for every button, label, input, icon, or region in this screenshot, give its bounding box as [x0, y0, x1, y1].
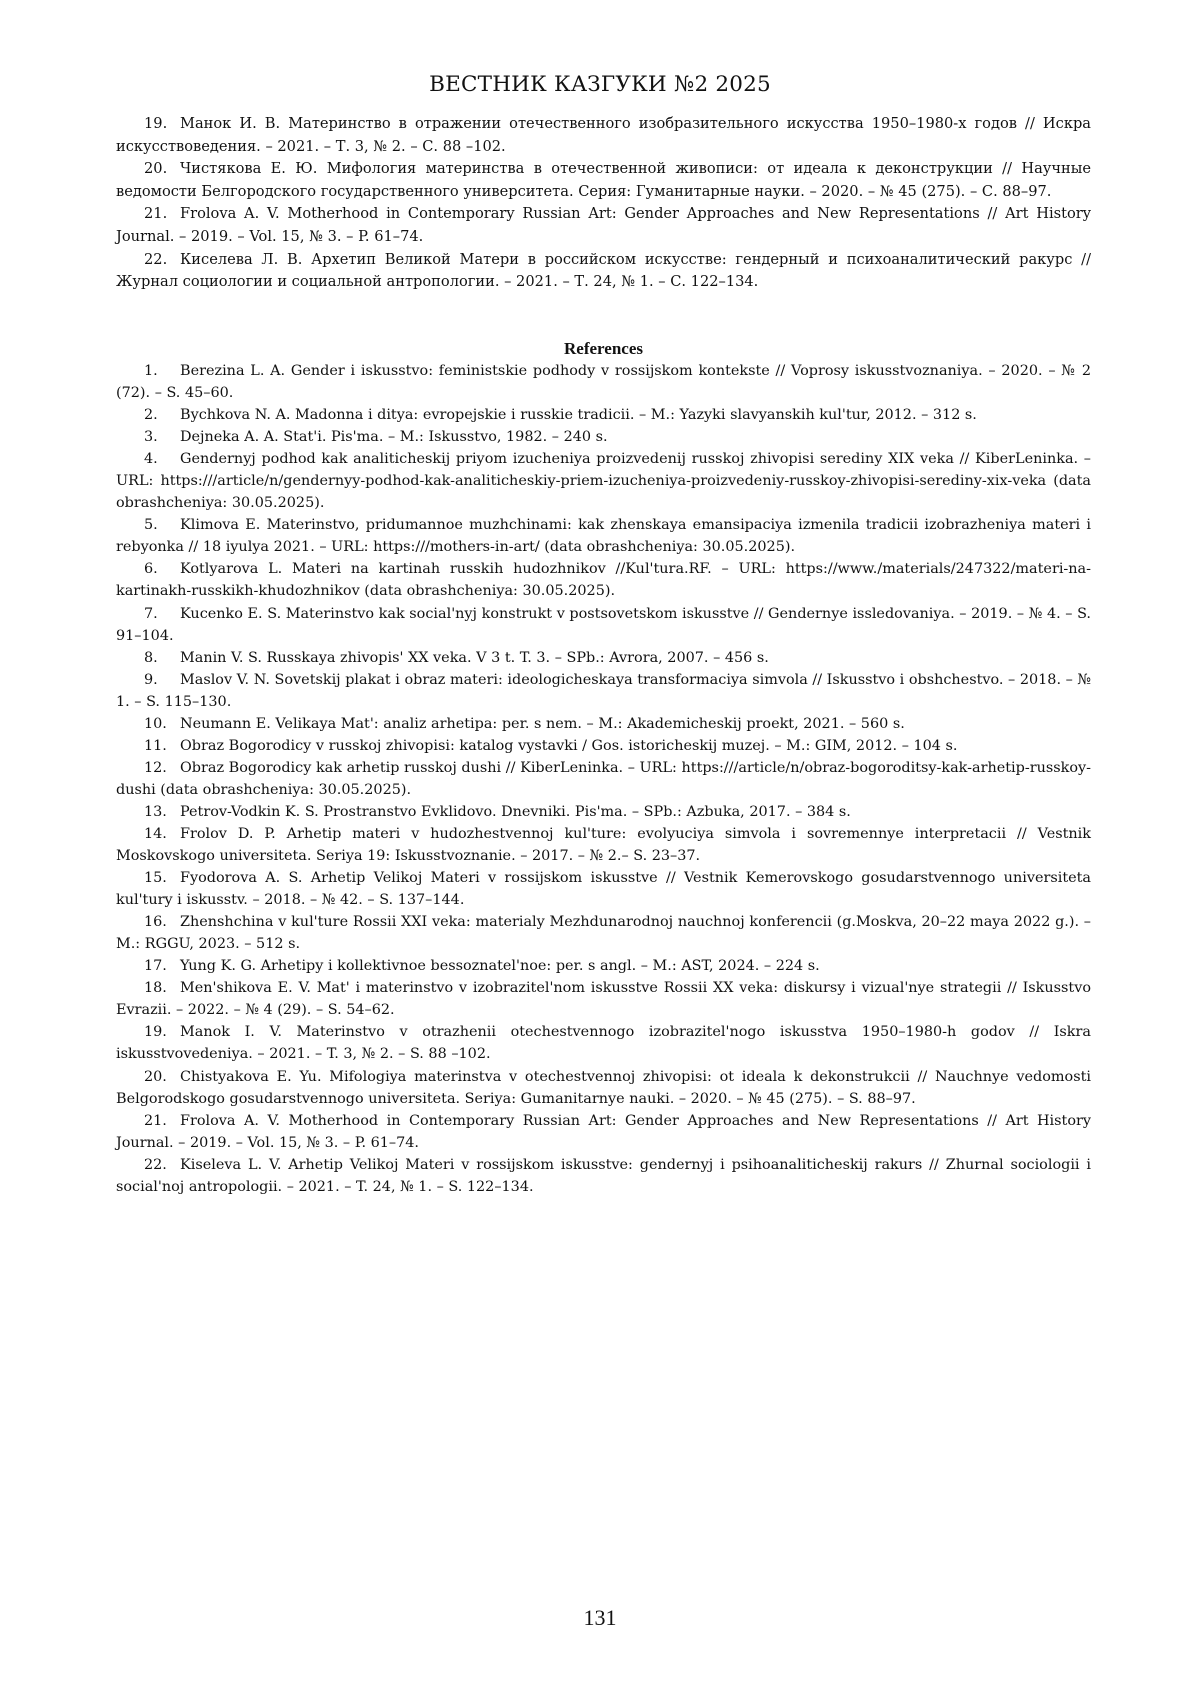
reference-item — [116, 823, 1091, 867]
reference-number: 19. — [144, 115, 168, 132]
reference-item — [116, 977, 1091, 1021]
reference-number: 1. — [144, 363, 158, 379]
reference-text: Gendernyj podhod kak analiticheskij priyom izucheniya proizvedenij russkoj zhivopisi serediny XIX veka // KiberLeninka. – URL: https:///article/n/gendernyy-podhod-kak-analiticheskiy-priem-izucheniya-proizvedeniy-russkoy-zhivopisi-serediny-xix-veka (data obrashcheniya: 30.05.2025). — [116, 451, 1091, 512]
reference-item — [116, 404, 1091, 426]
reference-text: Dejneka A. A. Stat'i. Pis'ma. – M.: Iskusstvo, 1982. – 240 s. — [180, 429, 608, 446]
reference-number: 6. — [144, 561, 158, 578]
reference-item — [116, 801, 1091, 823]
reference-number: 4. — [144, 451, 158, 468]
reference-number: 20. — [144, 1068, 167, 1085]
reference-item — [116, 448, 1091, 514]
reference-text: Obraz Bogorodicy kak arhetip russkoj dushi // KiberLeninka. – URL: https:///article/n/obraz-bogoroditsy-kak-arhetip-russkoy-dushi (data obrashcheniya: 30.05.2025). — [116, 759, 1091, 798]
reference-item — [116, 426, 1091, 448]
reference-text: Berezina L. A. Gender i iskusstvo: feministskie podhody v rossijskom kontekste // Voprosy iskusstvoznaniya. – 2020. – № 2 (72). – S. 45–60. — [116, 363, 1091, 402]
reference-item — [116, 867, 1091, 911]
reference-item — [116, 669, 1091, 713]
english-reference-list — [116, 338, 1091, 1198]
reference-text: Klimova E. Materinstvo, pridumannoe muzhchinami: kak zhenskaya emansipaciya izmenila tradicii izobrazheniya materi i rebyonka // 18 iyulya 2021. – URL: https:///mothers-in-art/ (data obrashcheniya: 30.05.2025). — [116, 517, 1091, 556]
reference-text: Men'shikova E. V. Mat' i materinstvo v izobrazitel'nom iskusstve Rossii XX veka: diskursy i vizual'nye strategii // Iskusstvo Evrazii. – 2022. – № 4 (29). – S. 54–62. — [116, 980, 1091, 1019]
reference-text: Obraz Bogorodicy v russkoj zhivopisi: katalog vystavki / Gos. istoricheskij muzej. – M.: GIM, 2012. – 104 s. — [180, 737, 958, 754]
journal-header: ВЕСТНИК КАЗГУКИ №2 2025 — [429, 72, 771, 97]
page-number: 131 — [583, 1605, 617, 1630]
reference-number: 21. — [144, 205, 168, 223]
reference-number: 20. — [144, 160, 168, 178]
reference-number: 16. — [144, 914, 167, 931]
reference-item — [116, 113, 1091, 158]
reference-text: Frolov D. P. Arhetip materi v hudozhestvennoj kul'ture: evolyuciya simvola i sovremennye interpretacii // Vestnik Moskovskogo universiteta. Seriya 19: Iskusstvoznanie. – 2017. – № 2.– S. 23–37. — [116, 825, 1091, 865]
reference-text: Kotlyarova L. Materi na kartinah russkih hudozhnikov //Kul'tura.RF. – URL: https://www./materials/247322/materi-na-kartinakh-russkikh-khudozhnikov (data obrashcheniya: 30.05.2025). — [116, 561, 1091, 600]
reference-item — [116, 1066, 1091, 1110]
reference-number: 3. — [144, 429, 158, 446]
reference-number: 9. — [144, 671, 158, 688]
references-heading: References — [564, 339, 643, 358]
reference-text: Bychkova N. A. Madonna i ditya: evropejskie i russkie tradicii. – M.: Yazyki slavyanskih kul'tur, 2012. – 312 s. — [180, 407, 977, 424]
reference-text: Manok I. V. Materinstvo v otrazhenii otechestvennogo izobrazitel'nogo iskusstva 1950–1980-h godov // Iskra iskusstvovedeniya. – 2021. – T. 3, № 2. – S. 88 –102. — [116, 1024, 1091, 1063]
reference-text: Frolova A. V. Motherhood in Contemporary Russian Art: Gender Approaches and New Representations // Art History Journal. – 2019. – Vol. 15, № 3. – P. 61–74. — [116, 1112, 1091, 1151]
reference-number: 17. — [144, 958, 167, 975]
reference-text: Киселева Л. В. Архетип Великой Матери в российском искусстве: гендерный и психоаналитический ракурс // Журнал социологии и социальной антропологии. – 2021. – Т. 24, № 1. – С. 122–134. — [116, 250, 1091, 291]
reference-item — [116, 757, 1091, 801]
reference-item — [116, 1154, 1091, 1198]
reference-number: 14. — [144, 825, 167, 842]
russian-reference-list — [116, 113, 1091, 294]
reference-item — [116, 911, 1091, 955]
reference-text: Frolova A. V. Motherhood in Contemporary Russian Art: Gender Approaches and New Representations // Art History Journal. – 2019. – Vol. 15, № 3. – P. 61–74. — [116, 205, 1091, 245]
reference-number: 12. — [144, 759, 167, 776]
reference-text: Petrov-Vodkin K. S. Prostranstvo Evklidovo. Dnevniki. Pis'ma. – SPb.: Azbuka, 2017. – 384 s. — [180, 803, 851, 820]
reference-number: 10. — [144, 715, 167, 732]
reference-number: 22. — [144, 250, 168, 268]
reference-item — [116, 713, 1091, 735]
reference-item — [116, 647, 1091, 669]
reference-text: Neumann E. Velikaya Mat': analiz arhetipa: per. s nem. – M.: Akademicheskij proekt, 2021. – 560 s. — [180, 715, 905, 732]
reference-item — [116, 203, 1091, 248]
reference-text: Yung K. G. Arhetipy i kollektivnoe bessoznatel'noe: per. s angl. – M.: AST, 2024. – 224 s. — [180, 958, 820, 975]
reference-item — [116, 603, 1091, 647]
reference-item — [116, 514, 1091, 558]
reference-number: 21. — [144, 1112, 167, 1129]
reference-text: Чистякова Е. Ю. Мифология материнства в отечественной живописи: от идеала к деконструкции // Научные ведомости Белгородского государственного университета. Серия: Гуманитарные науки. – 2020. – № 45 (275). – С. 88–97. — [116, 160, 1091, 200]
reference-text: Zhenshchina v kul'ture Rossii XXI veka: materialy Mezhdunarodnoj nauchnoj konferencii (g.Moskva, 20–22 maya 2022 g.). – M.: RGGU, 2023. – 512 s. — [116, 914, 1091, 953]
reference-item — [116, 1021, 1091, 1065]
reference-number: 7. — [144, 605, 158, 622]
reference-number: 22. — [144, 1156, 167, 1173]
reference-number: 19. — [144, 1024, 167, 1041]
reference-text: Manin V. S. Russkaya zhivopis' XX veka. V 3 t. T. 3. – SPb.: Avrora, 2007. – 456 s. — [180, 649, 769, 666]
reference-text: Fyodorova A. S. Arhetip Velikoj Materi v rossijskom iskusstve // Vestnik Kemerovskogo gosudarstvennogo universiteta kul'tury i iskusstv. – 2018. – № 42. – S. 137–144. — [116, 870, 1091, 909]
reference-number: 13. — [144, 803, 167, 820]
reference-text: Kiseleva L. V. Arhetip Velikoj Materi v rossijskom iskusstve: gendernyj i psihoanaliticheskij rakurs // Zhurnal sociologii i social'noj antropologii. – 2021. – T. 24, № 1. – S. 122–134. — [116, 1156, 1091, 1195]
reference-text: Манок И. В. Материнство в отражении отечественного изобразительного искусства 1950–1980-х годов // Искра искусствоведения. – 2021. – Т. 3, № 2. – С. 88 –102. — [116, 115, 1091, 155]
reference-text: Kucenko E. S. Materinstvo kak social'nyj konstrukt v postsovetskom iskusstve // Gendernye issledovaniya. – 2019. – № 4. – S. 91–104. — [116, 605, 1091, 644]
reference-item — [116, 1110, 1091, 1154]
reference-number: 2. — [144, 407, 158, 424]
reference-number: 15. — [144, 870, 167, 887]
reference-number: 11. — [144, 737, 167, 754]
reference-item — [116, 735, 1091, 757]
reference-text: Chistyakova E. Yu. Mifologiya materinstva v otechestvennoj zhivopisi: ot ideala k dekonstrukcii // Nauchnye vedomosti Belgorodskogo gosudarstvennogo universiteta. Seriya: Gumanitarnye nauki. – 2020. – № 45 (275). – S. 88–97. — [116, 1068, 1091, 1107]
reference-item — [116, 360, 1091, 404]
reference-number: 5. — [144, 517, 158, 534]
reference-item — [116, 249, 1091, 294]
reference-item — [116, 158, 1091, 203]
reference-number: 18. — [144, 980, 167, 997]
reference-number: 8. — [144, 649, 158, 666]
reference-text: Maslov V. N. Sovetskij plakat i obraz materi: ideologicheskaya transformaciya simvola // Iskusstvo i obshchestvo. – 2018. – № 1. – S. 115–130. — [116, 671, 1091, 710]
reference-item — [116, 955, 1091, 977]
reference-item — [116, 558, 1091, 602]
